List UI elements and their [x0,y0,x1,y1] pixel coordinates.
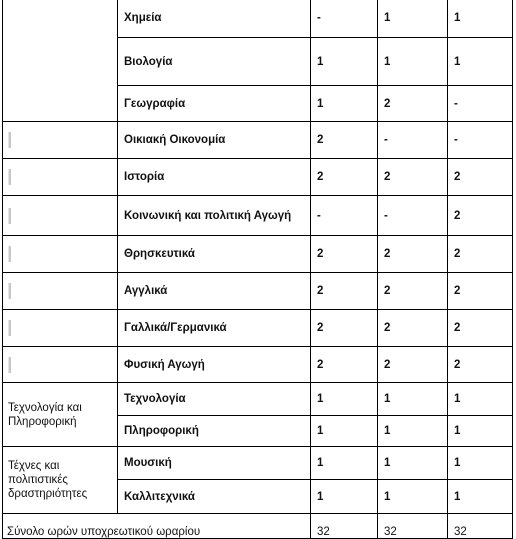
cell-marker [8,132,11,148]
category-cell [3,236,118,273]
category-cell [3,273,118,310]
hours-cell-b: 2 [378,273,448,310]
hours-cell-a: - [311,0,378,38]
hours-cell-c: 1 [448,383,513,416]
hours-cell-c: 1 [448,480,513,514]
hours-cell-b: - [378,122,448,159]
table-row [3,447,513,480]
total-label: Σύνολο ωρών υποχρεωτικού ωραρίου [3,514,311,539]
hours-cell-b: 2 [378,347,448,383]
hours-cell-a: 2 [311,122,378,159]
hours-cell-c: 1 [448,447,513,480]
subject-cell: Θρησκευτικά [118,236,311,273]
hours-cell-b: 1 [378,38,448,86]
hours-cell-a: 2 [311,236,378,273]
hours-cell-c: 1 [448,416,513,447]
hours-cell-b: 1 [378,480,448,514]
subject-cell: Φυσική Αγωγή [118,347,311,383]
category-cell: Τεχνολογία και Πληροφορική [3,383,118,447]
hours-cell-a: 2 [311,273,378,310]
subject-cell: Ιστορία [118,159,311,196]
table-row [3,236,513,273]
hours-cell-a: 1 [311,383,378,416]
subject-cell: Γαλλικά/Γερμανικά [118,310,311,347]
table-row [3,310,513,347]
total-row [3,514,513,539]
hours-cell-b: 1 [378,383,448,416]
table-row [3,383,513,416]
subject-cell: Οικιακή Οικονομία [118,122,311,159]
hours-cell-b: 2 [378,159,448,196]
cell-marker [8,283,11,299]
hours-cell-c: 2 [448,236,513,273]
subject-cell: Τεχνολογία [118,383,311,416]
cell-marker [8,320,11,336]
cell-marker [8,357,11,373]
hours-cell-b: 1 [378,416,448,447]
hours-cell-a: 1 [311,38,378,86]
category-cell: Τέχνες και πολιτιστικές δραστηριότητες [3,447,118,514]
total-cell-a: 32 [311,514,378,539]
subject-cell: Κοινωνική και πολιτική Αγωγή [118,196,311,236]
table-row [3,122,513,159]
category-cell [3,122,118,159]
category-cell [3,310,118,347]
total-cell-b: 32 [378,514,448,539]
hours-cell-c: 2 [448,196,513,236]
hours-cell-a: 1 [311,480,378,514]
hours-cell-b: - [378,196,448,236]
category-cell [3,159,118,196]
category-cell [3,0,118,122]
subject-cell: Μουσική [118,447,311,480]
hours-cell-a: 1 [311,447,378,480]
total-cell-c: 32 [448,514,513,539]
subject-cell: Γεωγραφία [118,86,311,122]
hours-cell-a: 2 [311,159,378,196]
subject-cell: Βιολογία [118,38,311,86]
hours-cell-c: 1 [448,38,513,86]
category-cell [3,347,118,383]
hours-cell-b: 2 [378,236,448,273]
hours-cell-a: - [311,196,378,236]
hours-cell-b: 1 [378,0,448,38]
hours-cell-a: 2 [311,347,378,383]
table-row [3,0,513,38]
subject-cell: Πληροφορική [118,416,311,447]
subject-cell: Καλλιτεχνικά [118,480,311,514]
subject-cell: Αγγλικά [118,273,311,310]
hours-cell-a: 1 [311,416,378,447]
cell-marker [8,208,11,224]
cell-marker [8,246,11,262]
table-row [3,196,513,236]
hours-cell-c: 2 [448,159,513,196]
hours-cell-c: - [448,122,513,159]
table-row [3,159,513,196]
hours-cell-b: 2 [378,86,448,122]
weekly-hours-table [2,0,513,539]
hours-cell-c: 2 [448,310,513,347]
hours-cell-a: 2 [311,310,378,347]
table-row [3,273,513,310]
subject-cell: Χημεία [118,0,311,38]
category-cell [3,196,118,236]
hours-cell-c: 1 [448,0,513,38]
cell-marker [8,169,11,185]
hours-cell-b: 1 [378,447,448,480]
table-row [3,347,513,383]
hours-cell-c: 2 [448,273,513,310]
hours-cell-a: 1 [311,86,378,122]
hours-cell-b: 2 [378,310,448,347]
hours-cell-c: 2 [448,347,513,383]
hours-cell-c: - [448,86,513,122]
